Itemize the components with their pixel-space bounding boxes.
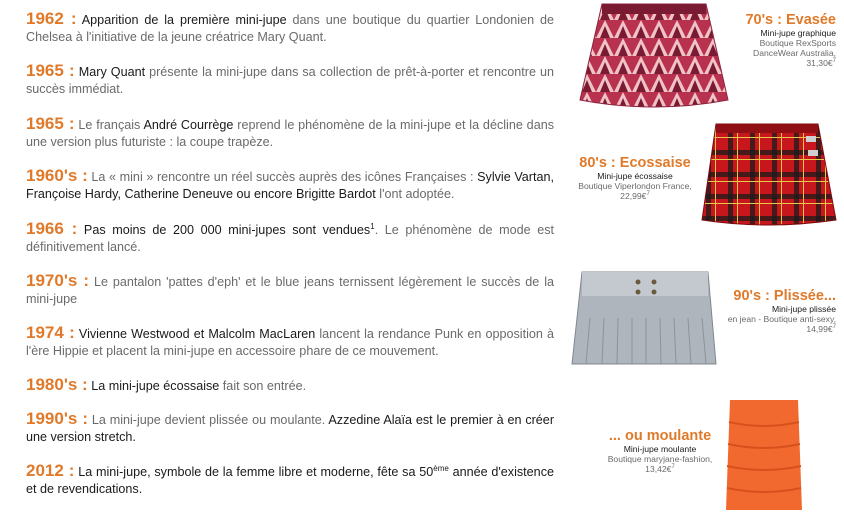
footnote-marker: 7 (646, 191, 650, 198)
entry-text: Pas moins de 200 000 mini-jupes sont vendues (83, 223, 371, 237)
entry-text: présente la mini-jupe dans sa collection de prêt-à-porter et rencontre un succès immédiat. (26, 65, 555, 96)
product-title: 70's : Evasée (745, 12, 836, 28)
product-shop: Boutique RexSports DanceWear Australia, (753, 38, 836, 58)
entry-text: dans une boutique du quartier Londonien de Chelsea à l'initiative de la jeune créatrice Mary Quant. (26, 13, 554, 44)
entry-year: 1990's : (26, 409, 89, 428)
entry-text: La mini-jupe devient plissée ou moulante. (91, 413, 329, 427)
entry-year: 1980's : (26, 375, 88, 394)
entry-year: 1970's : (26, 271, 90, 290)
product-title: ... ou moulante (608, 428, 712, 444)
entry-year: 1960's : (26, 166, 88, 185)
product-shop: en jean - Boutique anti-sexy, (727, 314, 836, 324)
timeline-entry (26, 272, 554, 308)
entry-text: La mini-jupe écossaise (91, 379, 220, 393)
footnote-marker: 7 (671, 464, 675, 471)
entry-text: Le pantalon 'pattes d'eph' et le blue jeans ternissent légèrement le succès de la mini-jupe (26, 275, 554, 306)
pleated-denim-skirt-image (570, 268, 718, 372)
entry-year: 1966 : (26, 219, 78, 238)
timeline-entry (26, 410, 554, 446)
entry-year: 1965 : (26, 114, 75, 133)
product-name: Mini-jupe graphique (760, 28, 836, 38)
entry-year: 1974 : (26, 323, 75, 342)
product-caption (576, 155, 694, 201)
timeline-entry (26, 62, 554, 98)
superscript: ème (433, 463, 449, 473)
entry-text: reprend le phénomène de la mini-jupe et la décline dans une version plus futuriste : la coupe trapèze. (26, 118, 554, 149)
entry-text: Sylvie Vartan, Françoise Hardy, Catherine Deneuve ou encore Brigitte Bardot (26, 170, 554, 201)
entry-text: . Le phénomène de mode est définitivement lancé. (26, 223, 555, 254)
timeline-entry (26, 324, 554, 360)
product-name: Mini-jupe plissée (771, 304, 836, 314)
entry-text: l'ont adoptée. (375, 187, 455, 201)
product-name: Mini-jupe écossaise (597, 171, 673, 181)
tartan-skirt-image (698, 120, 838, 230)
entry-text: lancent la rendance Punk en opposition à l'ère Hippie et placent la mini-jupe en accessoire phare de ce mouvement. (26, 327, 554, 358)
entry-year: 1962 : (26, 9, 77, 28)
timeline-entry (26, 220, 554, 256)
footnote-marker: 7 (832, 58, 836, 65)
product-price: 22,99€ (620, 191, 647, 201)
product-caption (596, 428, 724, 474)
product-name: Mini-jupe moulante (623, 444, 697, 454)
product-price: 31,30€ (806, 58, 833, 68)
product-title: 90's : Plissée... (733, 288, 836, 304)
entry-text: Azzedine Alaïa est le premier à en créer une version stretch. (26, 413, 555, 444)
timeline-entry (26, 115, 554, 151)
entry-text: Le français (78, 118, 144, 132)
footnote-marker: 7 (832, 324, 836, 331)
entry-text: La « mini » rencontre un réel succès auprès des icônes Françaises : (91, 170, 478, 184)
entry-year: 1965 : (26, 61, 75, 80)
product-shop: Boutique Viperlondon France, (578, 181, 692, 191)
entry-text: La mini-jupe, symbole de la femme libre et moderne, fête sa 50 (78, 465, 434, 479)
entry-text: André Courrège (143, 118, 234, 132)
entry-text: Apparition de la première mini-jupe (81, 13, 287, 27)
timeline-entry (26, 376, 554, 395)
product-price: 14,99€ (806, 324, 833, 334)
product-price: 13,42€ (645, 464, 672, 474)
entry-text: Mary Quant (78, 65, 146, 79)
product-caption (730, 12, 836, 68)
bodycon-skirt-image (724, 398, 804, 512)
entry-text: fait son entrée. (219, 379, 307, 393)
product-title: 80's : Ecossaise (579, 155, 691, 171)
footnote-marker: 1 (370, 221, 375, 231)
entry-text: année d'existence et de revendications. (26, 465, 554, 496)
timeline-entry (26, 462, 554, 498)
product-shop: Boutique maryjane-fashion, (607, 454, 713, 464)
entry-year: 2012 : (26, 461, 75, 480)
product-caption (724, 288, 836, 334)
entry-text: Vivienne Westwood et Malcolm MacLaren (78, 327, 316, 341)
timeline-entry (26, 167, 554, 203)
timeline-entry (26, 10, 554, 46)
flared-skirt-image (578, 2, 730, 112)
